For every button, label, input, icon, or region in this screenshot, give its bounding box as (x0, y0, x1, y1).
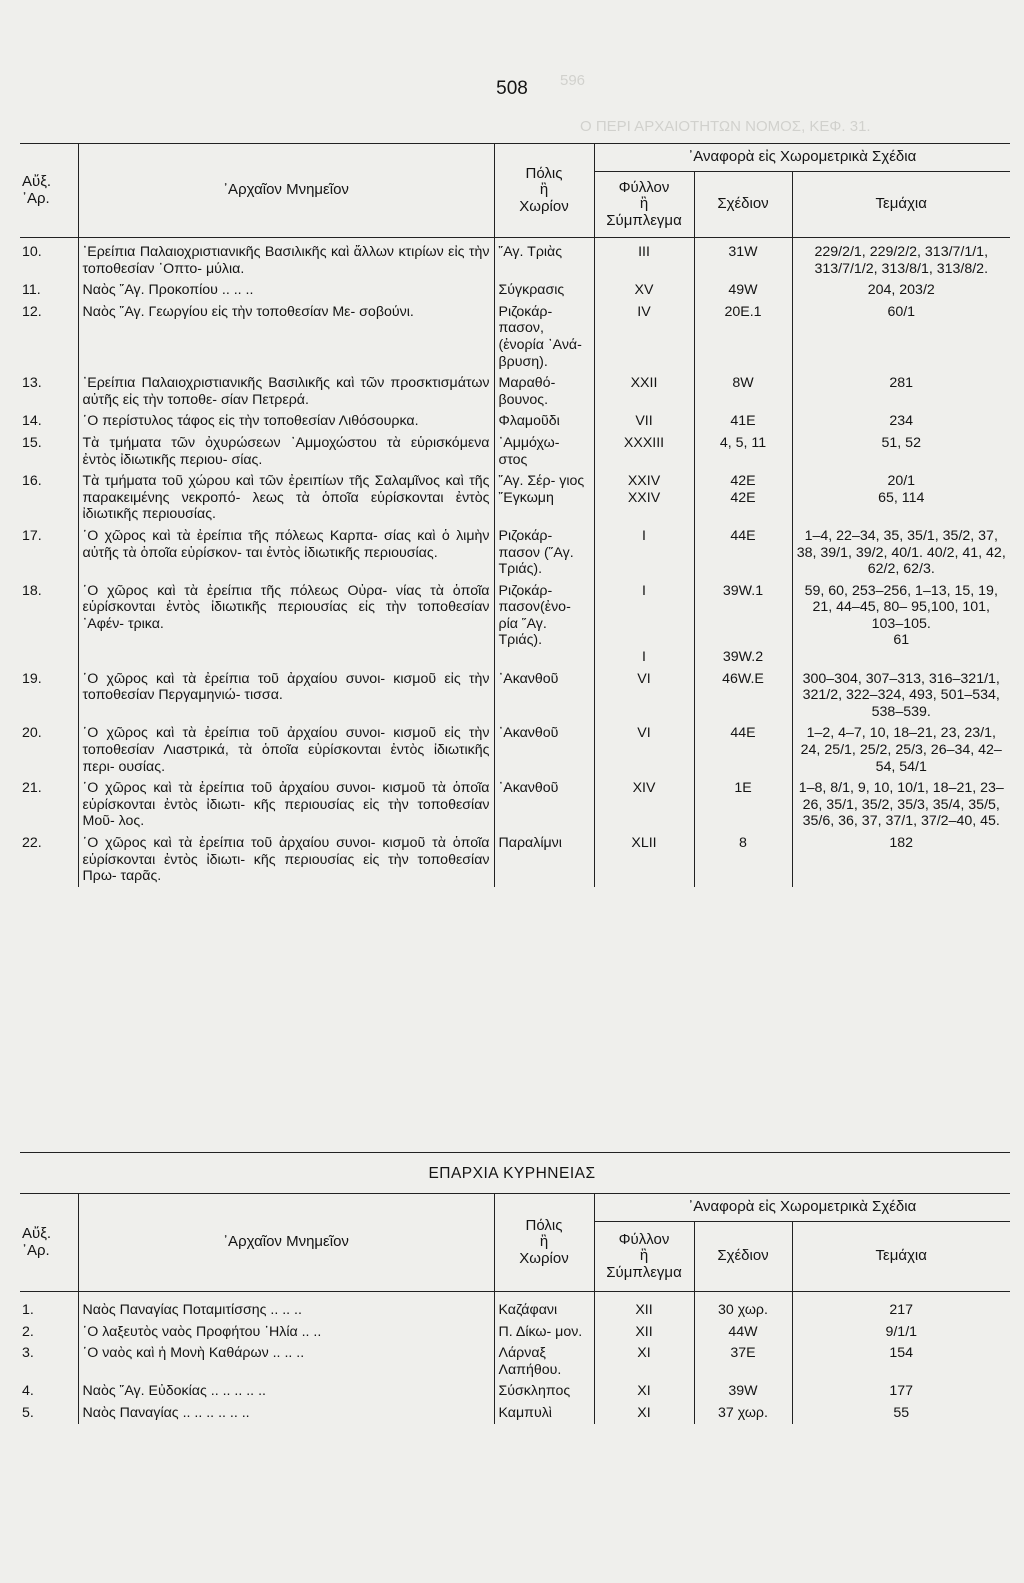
parcels-value: 20/1 65, 114 (792, 470, 1010, 525)
place-name: Σύγκρασις (494, 279, 594, 301)
plan-value: 30 χωρ. (694, 1292, 792, 1321)
parcels-value: 55 (792, 1402, 1010, 1424)
header-monument: ᾿Αρχαῖον Μνημεῖον (78, 144, 494, 238)
header-place: Πόλις ἢ Χωρίον (494, 144, 594, 238)
parcels-value: 1–4, 22–34, 35, 35/1, 35/2, 37, 38, 39/1, 39/2, 40/1. 40/2, 41, 42, 62/2, 62/3. (792, 525, 1010, 580)
place-name: Ριζοκάρ- πασον, (ἐνορία ᾿Ανά- βρυση). (494, 301, 594, 372)
monument-name: ῾Ο ναὸς καὶ ἡ Μονὴ Καθάρων .. .. .. (78, 1342, 494, 1380)
monuments-table (20, 143, 1010, 887)
row-number: 3. (22, 1345, 34, 1362)
monument-name: ῾Ο χῶρος καὶ τὰ ἐρείπια τοῦ ἀρχαίου συνοι- κισμοῦ τὰ ὁποῖα εὑρίσκονται ἐντὸς ἰδιωτι- κῆς περιουσίας εἰς τὴν τοποθεσίαν Μοῦ- λος. (78, 777, 494, 832)
sheet-value: IV (594, 301, 694, 372)
parcels-value: 154 (792, 1342, 1010, 1380)
header-plan: Σχέδιον (694, 1222, 792, 1292)
parcels-value: 300–304, 307–313, 316–321/1, 321/2, 322–324, 493, 501–534, 538–539. (792, 668, 1010, 723)
plan-value: 37 χωρ. (694, 1402, 792, 1424)
plan-value: 31W (694, 238, 792, 280)
row-number: 18. (22, 582, 42, 599)
row-number: 16. (22, 473, 42, 490)
plan-value: 1E (694, 777, 792, 832)
table-row (20, 1402, 1010, 1424)
header-number: Αὔξ. ᾿Αρ. (20, 1194, 78, 1292)
plan-value: 37E (694, 1342, 792, 1380)
parcels-value: 1–8, 8/1, 9, 10, 10/1, 18–21, 23–26, 35/1, 35/2, 35/3, 35/4, 35/5, 35/6, 36, 37, 37/1, 37/2–40, 45. (792, 777, 1010, 832)
sheet-value: XXIV XXIV (594, 470, 694, 525)
place-name: ᾿Αμμόχω- στος (494, 432, 594, 470)
sheet-value: XII (594, 1321, 694, 1343)
header-reference: ᾿Αναφορὰ εἰς Χωρομετρικὰ Σχέδια (594, 1194, 1010, 1222)
monument-name: Ναὸς Παναγίας Ποταμιτίσσης .. .. .. (78, 1292, 494, 1321)
header-parcels: Τεμάχια (792, 1222, 1010, 1292)
header-sheet: Φύλλον ἢ Σύμπλεγμα (594, 1222, 694, 1292)
header-plan: Σχέδιον (694, 172, 792, 238)
table-row (20, 301, 1010, 372)
place-name: Καμπυλὶ (494, 1402, 594, 1424)
monument-name: ᾿Ερείπια Παλαιοχριστιανικῆς Βασιλικῆς καὶ τῶν προσκτισμάτων αὐτῆς εἰς τὴν τοποθε- σίαν Πετρερά. (78, 372, 494, 410)
sheet-value: I (594, 525, 694, 580)
section-rule (20, 1152, 1010, 1153)
page-number: 508 (496, 78, 528, 99)
table-row (20, 410, 1010, 432)
parcels-value: 177 (792, 1380, 1010, 1402)
row-number: 14. (22, 413, 42, 430)
row-number: 19. (22, 670, 42, 687)
header-parcels: Τεμάχια (792, 172, 1010, 238)
parcels-value: 229/2/1, 229/2/2, 313/7/1/1, 313/7/1/2, 313/8/1, 313/8/2. (792, 238, 1010, 280)
parcels-value: 281 (792, 372, 1010, 410)
place-name: ᾿Ακανθοῦ (494, 668, 594, 723)
header-reference: ᾿Αναφορὰ εἰς Χωρομετρικὰ Σχέδια (594, 144, 1010, 172)
place-name: ῞Αγ. Τριὰς (494, 238, 594, 280)
monument-name: Ναὸς Παναγίας .. .. .. .. .. .. (78, 1402, 494, 1424)
table-row (20, 1292, 1010, 1321)
monument-name: ᾿Ερείπια Παλαιοχριστιανικῆς Βασιλικῆς καὶ ἄλλων κτιρίων εἰς τὴν τοποθεσίαν ᾿Οπτο- μύλια. (78, 238, 494, 280)
parcels-value: 51, 52 (792, 432, 1010, 470)
place-name: ᾿Ακανθοῦ (494, 777, 594, 832)
sheet-value: XI (594, 1402, 694, 1424)
monument-name: ῾Ο χῶρος καὶ τὰ ἐρείπια τοῦ ἀρχαίου συνοι- κισμοῦ εἰς τὴν τοποθεσίαν Λιαστρικά, τὰ ὁποῖα εὑρίσκονται ἐντὸς ἰδιωτικῆς περι- ουσίας. (78, 722, 494, 777)
table-row (20, 432, 1010, 470)
row-number: 17. (22, 527, 42, 544)
plan-value: 4, 5, 11 (694, 432, 792, 470)
plan-value: 44W (694, 1321, 792, 1343)
sheet-value: VI (594, 722, 694, 777)
plan-value: 44E (694, 722, 792, 777)
monument-name: Τὰ τμήματα τῶν ὀχυρώσεων ᾿Αμμοχώστου τὰ εὑρισκόμενα ἐντὸς ἰδιωτικῆς περιου- σίας. (78, 432, 494, 470)
place-name: Π. Δίκω- μον. (494, 1321, 594, 1343)
sheet-value: III (594, 238, 694, 280)
sheet-value: VII (594, 410, 694, 432)
monument-name: Ναὸς ῞Αγ. Προκοπίου .. .. .. (78, 279, 494, 301)
table-row (20, 832, 1010, 887)
monument-name: ῾Ο χῶρος καὶ τὰ ἐρείπια τῆς πόλεως Καρπα- σίας καὶ ὁ λιμὴν αὐτῆς τὰ ὁποῖα εὑρίσκον- ται ἐντὸς ἰδιωτικῆς περιουσίας. (78, 525, 494, 580)
row-number: 4. (22, 1383, 34, 1400)
row-number: 15. (22, 434, 42, 451)
row-number: 12. (22, 303, 42, 320)
place-name: Παραλίμνι (494, 832, 594, 887)
parcels-value: 234 (792, 410, 1010, 432)
plan-value: 46W.E (694, 668, 792, 723)
sheet-value: XXII (594, 372, 694, 410)
bleed-through-text: Ο ΠΕΡΙ ΑΡΧΑΙΟΤΗΤΩΝ ΝΟΜΟΣ, ΚΕΦ. 31. (580, 118, 871, 135)
sheet-value: XI (594, 1380, 694, 1402)
sheet-value: XV (594, 279, 694, 301)
plan-value: 8 (694, 832, 792, 887)
table-row (20, 1380, 1010, 1402)
sheet-value: XI (594, 1342, 694, 1380)
place-name: ῞Αγ. Σέρ- γιος ῎Εγκωμη (494, 470, 594, 525)
parcels-value: 9/1/1 (792, 1321, 1010, 1343)
plan-value: 42E 42E (694, 470, 792, 525)
place-name: Μαραθό- βουνος. (494, 372, 594, 410)
parcels-value: 217 (792, 1292, 1010, 1321)
sheet-value: XXXIII (594, 432, 694, 470)
place-name: Καζάφανι (494, 1292, 594, 1321)
monument-name: ῾Ο χῶρος καὶ τὰ ἐρείπια τῆς πόλεως Οὐρα- νίας τὰ ὁποῖα εὑρίσκονται ἐντὸς ἰδιωτικῆς περιουσίας εἰς τὴν τοποθεσίαν ᾿Αφέν- τρικα. (78, 580, 494, 668)
table-row (20, 668, 1010, 723)
header-sheet: Φύλλον ἢ Σύμπλεγμα (594, 172, 694, 238)
plan-value: 39W.1 39W.2 (694, 580, 792, 668)
monument-name: Ναὸς ῞Αγ. Εὐδοκίας .. .. .. .. .. (78, 1380, 494, 1402)
plan-value: 20E.1 (694, 301, 792, 372)
kyrenia-table (20, 1193, 1010, 1424)
table-row (20, 777, 1010, 832)
bleed-through-text: 596 (560, 72, 586, 89)
row-number: 2. (22, 1323, 34, 1340)
row-number: 20. (22, 725, 42, 742)
table-row (20, 470, 1010, 525)
table-row (20, 580, 1010, 668)
table-row (20, 238, 1010, 280)
place-name: Σύσκληπος (494, 1380, 594, 1402)
parcels-value: 204, 203/2 (792, 279, 1010, 301)
row-number: 5. (22, 1404, 34, 1421)
monument-name: Τὰ τμήματα τοῦ χώρου καὶ τῶν ἐρειπίων τῆς Σαλαμῖνος καὶ τῆς παρακειμένης νεκροπό- λεως τὰ ὁποῖα εὑρίσκονται ἐντὸς ἰδιωτικῆς περιουσίας. (78, 470, 494, 525)
sheet-value: XIV (594, 777, 694, 832)
plan-value: 8W (694, 372, 792, 410)
parcels-value: 59, 60, 253–256, 1–13, 15, 19, 21, 44–45, 80– 95,100, 101, 103–105. 61 (792, 580, 1010, 668)
row-number: 22. (22, 835, 42, 851)
row-number: 13. (22, 375, 42, 392)
table-row (20, 1321, 1010, 1343)
row-number: 1. (22, 1302, 34, 1318)
table-row (20, 1342, 1010, 1380)
table-row (20, 722, 1010, 777)
table-row (20, 372, 1010, 410)
monument-name: ῾Ο χῶρος καὶ τὰ ἐρείπια τοῦ ἀρχαίου συνοι- κισμοῦ εἰς τὴν τοποθεσίαν Περγαμηνιώ- τισσα. (78, 668, 494, 723)
row-number: 21. (22, 780, 42, 797)
sheet-value: XLII (594, 832, 694, 887)
sheet-value: XII (594, 1292, 694, 1321)
place-name: ᾿Ακανθοῦ (494, 722, 594, 777)
row-number: 10. (22, 244, 42, 260)
sheet-value: VI (594, 668, 694, 723)
plan-value: 39W (694, 1380, 792, 1402)
table-row (20, 525, 1010, 580)
row-number: 11. (22, 282, 41, 299)
monument-name: ῾Ο λαξευτὸς ναὸς Προφήτου ᾿Ηλία .. .. (78, 1321, 494, 1343)
plan-value: 41E (694, 410, 792, 432)
sheet-value: I I (594, 580, 694, 668)
monument-name: Ναὸς ῞Αγ. Γεωργίου εἰς τὴν τοποθεσίαν Με- σοβούνι. (78, 301, 494, 372)
place-name: Φλαμοῦδι (494, 410, 594, 432)
table-row (20, 279, 1010, 301)
place-name: Ριζοκάρ- πασον (῞Αγ. Τριάς). (494, 525, 594, 580)
header-number: Αὔξ. ᾿Αρ. (20, 144, 78, 238)
monument-name: ῾Ο περίστυλος τάφος εἰς τὴν τοποθεσίαν Λιθόσουρκα. (78, 410, 494, 432)
section-title: ΕΠΑΡΧΙΑ ΚΥΡΗΝΕΙΑΣ (428, 1165, 596, 1182)
place-name: Ριζοκάρ- πασον(ἐνο- ρία ῞Αγ. Τριάς). (494, 580, 594, 668)
header-monument: ᾿Αρχαῖον Μνημεῖον (78, 1194, 494, 1292)
monument-name: ῾Ο χῶρος καὶ τὰ ἐρείπια τοῦ ἀρχαίου συνοι- κισμοῦ τὰ ὁποῖα εὑρίσκονται ἐντὸς ἰδιωτι- κῆς περιουσίας εἰς τὴν τοποθεσίαν Πρω- ταρᾶς. (78, 832, 494, 887)
plan-value: 44E (694, 525, 792, 580)
place-name: Λάρναξ Λαπήθου. (494, 1342, 594, 1380)
parcels-value: 60/1 (792, 301, 1010, 372)
plan-value: 49W (694, 279, 792, 301)
header-place: Πόλις ἢ Χωρίον (494, 1194, 594, 1292)
parcels-value: 1–2, 4–7, 10, 18–21, 23, 23/1, 24, 25/1, 25/2, 25/3, 26–34, 42–54, 54/1 (792, 722, 1010, 777)
parcels-value: 182 (792, 832, 1010, 887)
